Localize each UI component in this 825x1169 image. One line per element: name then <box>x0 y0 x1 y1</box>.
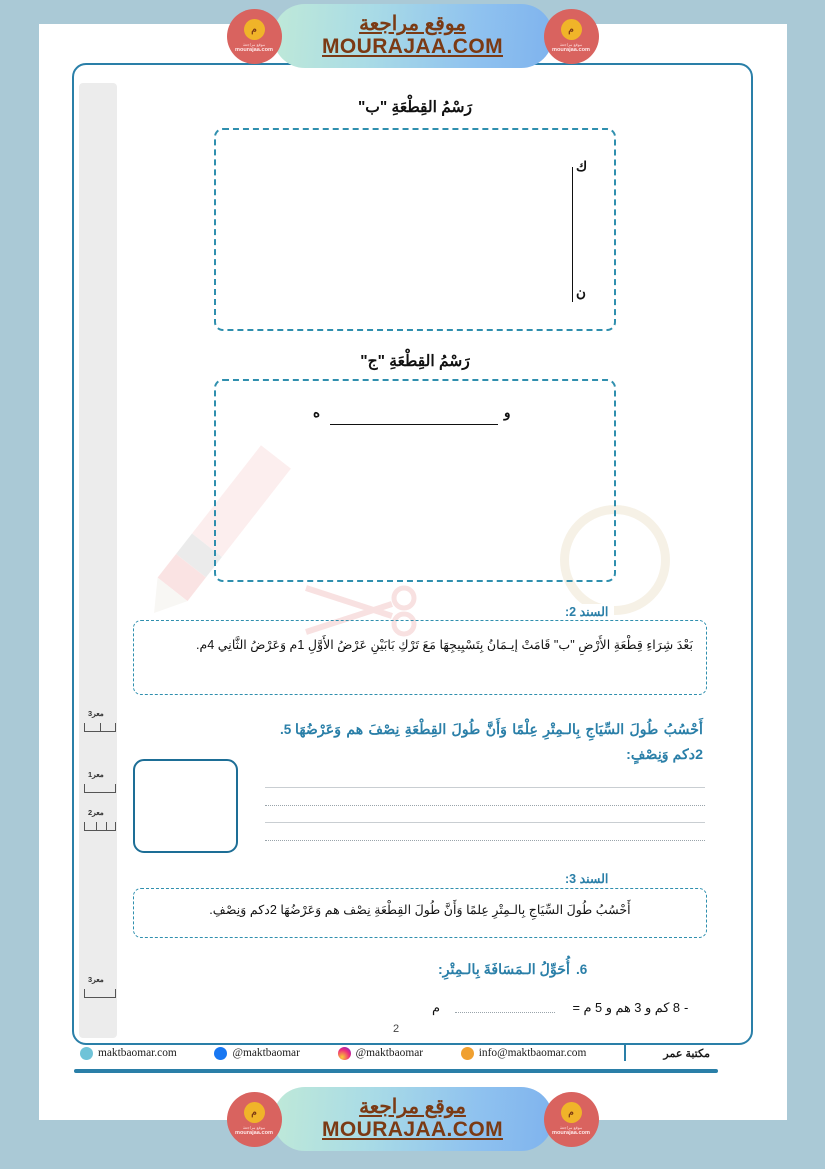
watermark-arabic: موقع مراجعة <box>359 13 466 36</box>
footer-instagram[interactable] <box>338 1047 423 1060</box>
watermark-badge-line1: موقع مراجعة <box>242 41 266 47</box>
question-6-item-unit: م <box>432 1000 440 1015</box>
point-label-w: و <box>504 405 511 420</box>
question-6-item-dash: - <box>684 1000 689 1015</box>
question-6-blank[interactable] <box>455 1012 555 1013</box>
section-title-piece-b: رَسْمُ القِطْعَةِ "ب" <box>357 99 473 116</box>
watermark-badge-line2: mourajaa.com <box>552 47 590 54</box>
footer-facebook[interactable] <box>214 1047 299 1060</box>
watermark-text <box>322 1096 503 1142</box>
page-footer <box>80 1040 710 1066</box>
instagram-icon <box>338 1047 351 1060</box>
watermark-arabic: موقع مراجعة <box>359 1096 466 1119</box>
question-5-number: 5. <box>280 722 292 737</box>
watermark-badge-line1: موقع مراجعة <box>559 1124 583 1130</box>
footer-divider <box>624 1045 626 1061</box>
watermark-site: MOURAJAA.COM <box>322 35 503 59</box>
answer-dotted-line[interactable] <box>265 805 705 806</box>
sanad-3-tag: السند 3: <box>559 871 614 886</box>
ruler-label-2: معر1 <box>88 770 104 779</box>
ruler-bracket-2 <box>84 784 116 793</box>
answer-rule <box>265 787 705 788</box>
question-6-number: 6. <box>576 962 588 977</box>
drawing-area-piece-j[interactable] <box>214 379 616 582</box>
point-label-n: ن <box>576 285 586 300</box>
facebook-icon <box>214 1047 227 1060</box>
mail-icon <box>461 1047 474 1060</box>
question-5-answer-box[interactable] <box>133 759 238 853</box>
watermark-badge-right <box>544 1092 599 1147</box>
globe-icon <box>80 1047 93 1060</box>
sanad-2-text: بَعْدَ شِرَاءِ قِطْعَةِ الأَرْضِ "ب" قَامَتْ إيـمَانُ بِتَسْيِيجِهَا مَعَ تَرْكِ بَابَيْنِ عَرْضُ الأَوَّلِ 1م وَعَرْضُ الثَّانِي 4م. <box>196 638 693 652</box>
footer-email[interactable] <box>461 1047 587 1060</box>
watermark-inner <box>227 1085 599 1153</box>
footer-rule <box>74 1069 718 1073</box>
watermark-badge-left <box>227 9 282 64</box>
question-6-item-expr: 8 كم و 3 هم و 5 م = <box>572 1000 680 1015</box>
ruler-label-4: معر3 <box>88 975 104 984</box>
ruler-bracket-3 <box>84 822 116 831</box>
ruler-tick <box>106 822 107 830</box>
watermark-badge-line2: mourajaa.com <box>235 1130 273 1137</box>
watermark-badge-line1: موقع مراجعة <box>242 1124 266 1130</box>
answer-dotted-line[interactable] <box>265 840 705 841</box>
ruler-bracket-1 <box>84 723 116 732</box>
section-title-piece-j: رَسْمُ القِطْعَةِ "ج" <box>360 353 470 370</box>
segment-kn-line <box>572 167 573 302</box>
watermark-badge-mark: م <box>561 1102 582 1123</box>
footer-website[interactable] <box>80 1047 177 1060</box>
segment-wh-line <box>330 424 498 425</box>
footer-website-label: maktbaomar.com <box>98 1047 177 1059</box>
ruler-label-1: معر3 <box>88 709 104 718</box>
publisher-logo: مكتبة عمر <box>663 1047 710 1060</box>
bottom-watermark-banner <box>0 1080 825 1158</box>
watermark-badge-line2: mourajaa.com <box>552 1130 590 1137</box>
footer-email-label: info@maktbaomar.com <box>478 1047 587 1059</box>
ruler-tick <box>96 822 97 830</box>
watermark-badge-mark: م <box>244 1102 265 1123</box>
watermark-badge-right <box>544 9 599 64</box>
page-number: 2 <box>392 1023 400 1035</box>
watermark-text <box>322 13 503 59</box>
watermark-inner <box>227 2 599 70</box>
ruler-bracket-4 <box>84 989 116 998</box>
watermark-badge-mark: م <box>244 19 265 40</box>
watermark-badge-line2: mourajaa.com <box>235 47 273 54</box>
ruler-label-3: معر2 <box>88 808 104 817</box>
top-watermark-banner <box>0 0 825 72</box>
sanad-2-tag: السند 2: <box>559 604 614 619</box>
watermark-badge-mark: م <box>561 19 582 40</box>
footer-facebook-label: @maktbaomar <box>232 1047 300 1059</box>
drawing-area-piece-b[interactable] <box>214 128 616 331</box>
sanad-3-text: أَحْسُبُ طُولَ السِّيَاجِ بِالـمِتْرِ عِلمًا وَأَنَّ طُولَ القِطْعَةِ نِصْف هم وَعَرْضُهَا 2دكم وَنِصْفِ. <box>209 903 631 917</box>
question-6-text: أُحَوِّلُ الـمَسَافَةَ بِالـمِتْرِ: <box>437 962 570 978</box>
watermark-badge-left <box>227 1092 282 1147</box>
watermark-site: MOURAJAA.COM <box>322 1118 503 1142</box>
answer-rule <box>265 822 705 823</box>
ruler-tick <box>100 723 101 731</box>
question-5-text: أَحْسُبُ طُولَ السِّيَاجِ بِالـمِتْرِ عِلْمًا وَأَنَّ طُولَ القِطْعَةِ نِصْفَ هم وَعَرْضُهَا 2دكم وَنِصْفٍ: <box>295 722 703 763</box>
watermark-badge-line1: موقع مراجعة <box>559 41 583 47</box>
point-label-k: ك <box>576 159 588 174</box>
point-label-h: ه <box>313 405 321 420</box>
footer-instagram-label: @maktbaomar <box>355 1047 424 1059</box>
